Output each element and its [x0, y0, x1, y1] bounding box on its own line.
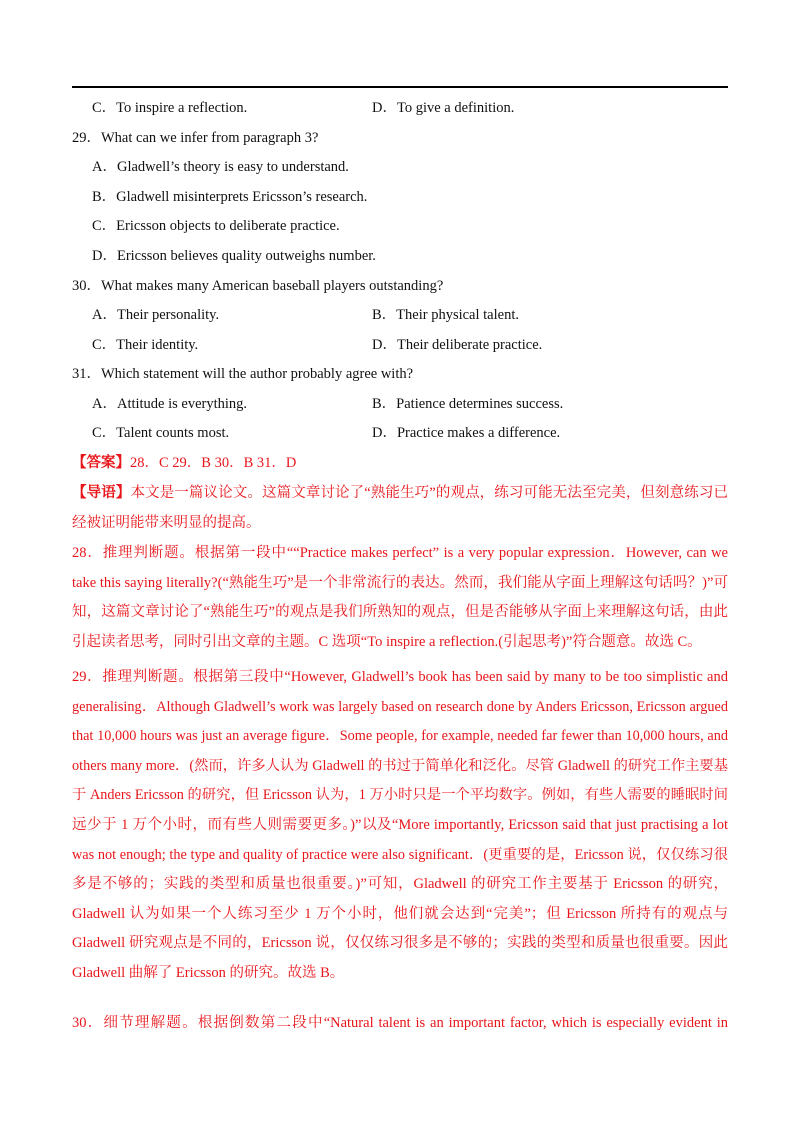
guide-line-1 [72, 483, 728, 513]
q30-option-a: A．Their personality. [92, 307, 220, 323]
header-rule [72, 86, 728, 88]
explanation-30 [72, 1013, 728, 1043]
q30-options-row-2 [92, 335, 748, 355]
q31-options-row-2 [92, 423, 748, 443]
explanation-29 [72, 667, 728, 993]
q30-option-d: D．Their deliberate practice. [372, 337, 543, 353]
q31-options-row-1 [92, 394, 748, 414]
exp29-line: 多是不够的；实践的类型和质量也很重要。)”可知，Gladwell 的研究工作主要基于 Ericsson 的研究， [72, 876, 728, 893]
q29-option-c: C．Ericsson objects to deliberate practice. [92, 218, 340, 234]
exp29-line: Gladwell 研究观点是不同的，Ericsson 说，仅仅练习很多是不够的；实践的类型和质量也很重要。因此 [72, 935, 728, 952]
exp28-line: take this saying literally?(“熟能生巧”是一个非常流行的表达。然而，我们能从字面上理解这句话吗？)”可 [72, 574, 728, 591]
answer-key [72, 453, 728, 473]
exp28-line: 28．推理判断题。根据第一段中““Practice makes perfect” is a very popular expression．However, can we [72, 545, 728, 561]
q30-stem: 30．What makes many American baseball players outstanding? [72, 278, 444, 294]
guide-paragraph [72, 483, 728, 542]
answer-tag: 【答案】 [72, 455, 130, 471]
q31-stem: 31．Which statement will the author probably agree with? [72, 366, 414, 382]
answer-text: 28．C 29．B 30．B 31．D [130, 455, 297, 471]
exp28-line: 引起读者思考，同时引出文章的主题。C 选项“To inspire a reflection.(引起思考)”符合题意。故选 C。 [72, 633, 702, 650]
exp29-line: 29．推理判断题。根据第三段中“However, Gladwell’s book has been said by many to be too simplistic and [72, 669, 728, 685]
exp29-line: was not enough; the type and quality of practice were also significant．(更重要的是，Ericsson 说，仅仅练习很 [72, 846, 728, 863]
exp29-line: others many more．(然而，许多人认为 Gladwell 的书过于简单化和泛化。尽管 Gladwell 的研究工作主要基 [72, 757, 728, 774]
exp28-line: 知，这篇文章讨论了“熟能生巧”的观点是我们所熟知的观点，但是否能够从字面上来理解这句话，由此 [72, 604, 728, 621]
q30-option-b: B．Their physical talent. [372, 307, 519, 323]
q29-option-d: D．Ericsson believes quality outweighs number. [92, 248, 376, 264]
q31-option-c: C．Talent counts most. [92, 425, 230, 441]
q30-options-row-1 [92, 305, 748, 325]
q28-options-row [92, 98, 748, 118]
guide-tag: 【导语】 [72, 485, 131, 501]
exp30-line: 30．细节理解题。根据倒数第二段中“Natural talent is an important factor, which is especially evident in [72, 1015, 728, 1031]
exp29-line: 远少于 1 万个小时，而有些人则需要更多。)”以及“More importantly, Ericsson said that just practising a lot [72, 816, 728, 833]
q28-option-c: C．To inspire a reflection. [92, 100, 248, 116]
q31-option-d: D．Practice makes a difference. [372, 425, 561, 441]
q31-option-b: B．Patience determines success. [372, 396, 564, 412]
q29-option-b: B．Gladwell misinterprets Ericsson’s research. [92, 189, 368, 205]
exp29-line: 于 Anders Ericsson 的研究，但 Ericsson 认为，1 万小时只是一个平均数字。例如，有些人需要的睡眠时间 [72, 787, 728, 804]
guide-line-1-text: 本文是一篇议论文。这篇文章讨论了“熟能生巧”的观点，练习可能无法至完美，但刻意练习已 [130, 485, 729, 501]
q28-option-d: D．To give a definition. [372, 100, 515, 116]
q30-option-c: C．Their identity. [92, 337, 199, 353]
q29-option-a: A．Gladwell’s theory is easy to understand. [92, 159, 349, 175]
exp29-line: that 10,000 hours was just an average figure．Some people, for example, needed far fewer than 10,000 hours, and [72, 728, 728, 745]
exp29-line: Gladwell 曲解了 Ericsson 的研究。故选 B。 [72, 964, 345, 981]
exp29-line: generalising．Although Gladwell’s work was largely based on research done by Anders Ericsson, Ericsson argued [72, 698, 728, 715]
q31-option-a: A．Attitude is everything. [92, 396, 248, 412]
guide-line-2: 经被证明能带来明显的提高。 [72, 514, 261, 531]
exp29-line: Gladwell 认为如果一个人练习至少 1 万个小时，他们就会达到“完美”；但 Ericsson 所持有的观点与 [72, 905, 728, 922]
explanation-28 [72, 543, 728, 661]
q29-stem: 29．What can we infer from paragraph 3? [72, 130, 319, 146]
